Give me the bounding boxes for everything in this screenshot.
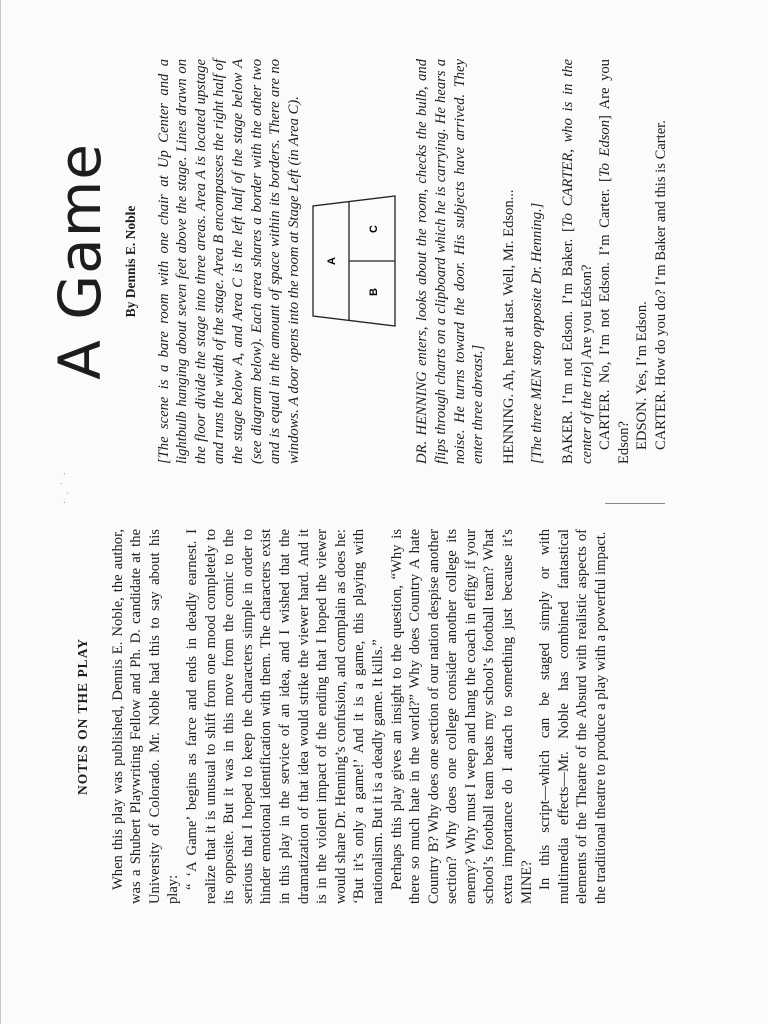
dialogue-edson-1: EDSON. Yes, I’m Edson. (634, 301, 651, 450)
carter-line-end: ] Are you Edson? (597, 59, 632, 464)
notes-paragraph-3: Perhaps this play gives an insight to the question, “Why is there so much hate in the world?” Why does Country A hate Country B? Why does one section of our nation despise another section? Why does one college consider another college its enemy? Why must I weep and hang the coach in effigy if your school’s football team beats my school’s football team? What extra importance do I attach to something just because it’s MINE? (388, 529, 535, 904)
stage-direction-men-stop: [The three MEN stop opposite Dr. Henning.] (529, 202, 546, 464)
notes-paragraph-2: “ ‘A Game’ begins as farce and ends in deadly earnest. I realize that it is unusual to shift from one mood completely to its opposite. But it was in this move from the comic to the serious that I hoped to keep the characters simple in order to hinder emotional identification with them. The characters exist in this play in the service of an idea, and I wished that the dramatization of that idea would strike the viewer hard. And it is in the violent impact of the ending that I hoped the viewer would share Dr. Henning’s confusion, and complain as does he: ‘But it’s only a game!’ And it is a game, this playing with nationalism. But it is a deadly game. It kills.” (183, 529, 386, 904)
play-byline: By Dennis E. Noble (123, 205, 138, 318)
scan-speck-marks: · . ˙ · (60, 470, 71, 504)
baker-line-end: ] Are you Edson? (578, 264, 595, 367)
diagram-label-a: A (326, 257, 339, 266)
notes-column (0, 529, 768, 904)
dialogue-carter-1 (596, 59, 633, 464)
stage-direction-entrance: DR. HENNING enters, looks about the room, checks the bulb, and flips through charts on a clipboard which he is carrying. He hears a noise. He turns toward the door. His subjects have arrived. They enter three abreast.] (414, 59, 487, 464)
notes-heading: NOTES ON THE PLAY (75, 638, 90, 795)
dialogue-baker-1 (559, 59, 596, 464)
notes-paragraph-1: When this play was published, Dennis E. Noble, the author, was a Shubert Playwriting Fellow and Ph. D. candidate at the University of Colorado. Mr. Noble had this to say about his play: (109, 529, 182, 904)
baker-line-direction: To CARTER, who is in the center of the trio (559, 59, 595, 464)
baker-line-start: BAKER. I’m not Edson. I’m Baker. [ (559, 227, 576, 464)
play-column (0, 59, 768, 464)
diagram-label-b: B (368, 288, 381, 297)
scan-margin-line (605, 497, 665, 504)
diagram-label-c: C (368, 225, 381, 234)
dialogue-henning: HENNING. Ah, here at last. Well, Mr. Edson... (500, 189, 517, 464)
notes-paragraph-4: In this script—which can be staged simply or with multimedia effects—Mr. Noble has combined fantastical elements of the Theatre of the Absurd with realistic aspects of the traditional theatre to produce a play with a powerful impact. (537, 529, 610, 904)
carter-line-direction: To Edson (597, 119, 614, 178)
stage-area-diagram (309, 195, 399, 329)
play-title: A Game (46, 143, 114, 380)
dialogue-carter-2: CARTER. How do you do? I’m Baker and this is Carter. (652, 120, 669, 450)
carter-line-start: CARTER. No, I’m not Edson. I’m Carter. [ (597, 177, 614, 450)
stage-direction-scene: [The scene is a bare room with one chair at Up Center and a lightbulb hanging about seven feet above the stage. Lines drawn on the floor divide the stage into three areas. Area A is located upstage and runs the width of the stage. Area B encompasses the right half of the stage below A, and Area C is the left half of the stage below A (see diagram below). Each area shares a border with the other two and is equal in the amount of space within its borders. There are no windows. A door opens into the room at Stage Left (in Area C). (155, 59, 302, 464)
